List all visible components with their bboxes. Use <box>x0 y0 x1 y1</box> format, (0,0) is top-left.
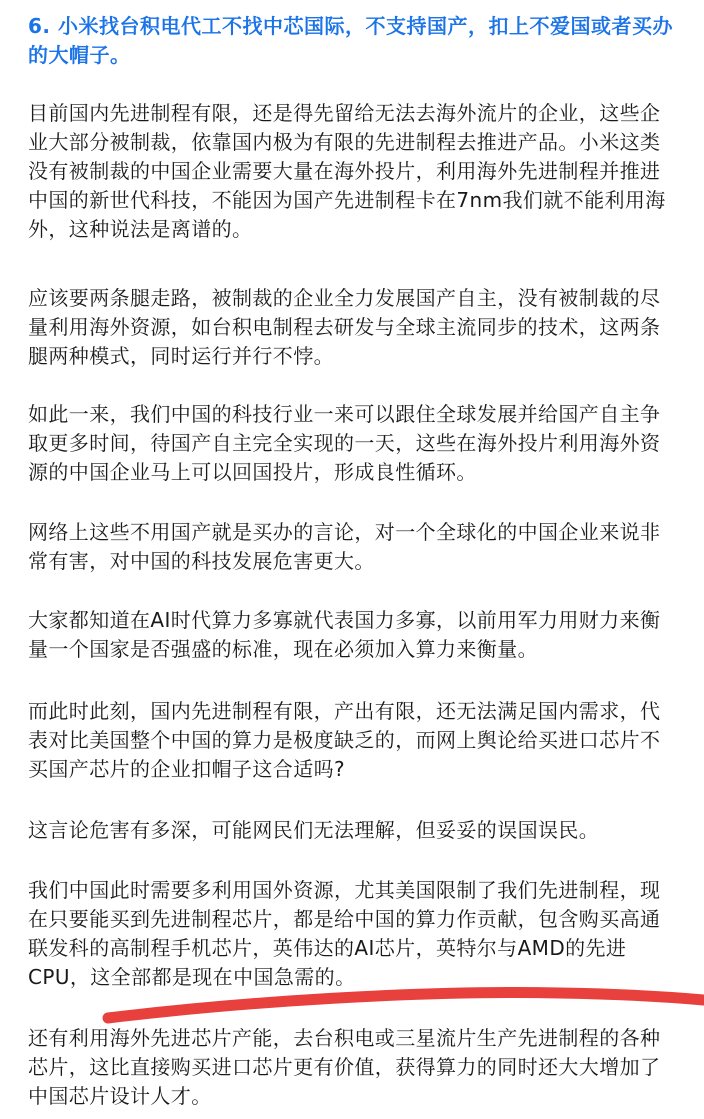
paragraph-3: 如此一来，我们中国的科技行业一来可以跟住全球发展并给国产自主争取更多时间，待国产自主完全实现的一天，这些在海外投片利用海外资源的中国企业马上可以回国投片，形成良性循环。 <box>28 402 661 484</box>
section-heading: 6. 小米找台积电代工不找中芯国际，不支持国产，扣上不爱国或者买办的大帽子。 <box>28 14 673 67</box>
paragraph-9: 还有利用海外先进芯片产能，去台积电或三星流片生产先进制程的各种芯片，这比直接购买进口芯片更有价值，获得算力的同时还大大增加了中国芯片设计人才。 <box>28 1026 661 1108</box>
paragraph-2: 应该要两条腿走路，被制裁的企业全力发展国产自主，没有被制裁的尽量利用海外资源，如台积电制程去研发与全球主流同步的技术，这两条腿两种模式，同时运行并行不悖。 <box>28 286 661 368</box>
paragraph-6: 而此时此刻，国内先进制程有限，产出有限，还无法满足国内需求，代表对比美国整个中国的算力是极度缺乏的，而网上舆论给买进口芯片不买国产芯片的企业扣帽子这合适吗? <box>28 699 661 781</box>
paragraph-8: 我们中国此时需要多利用国外资源，尤其美国限制了我们先进制程，现在只要能买到先进制程芯片，都是给中国的算力作贡献，包含购买高通联发科的高制程手机芯片，英伟达的AI芯片，英特尔与AMD的先进CPU，这全部都是现在中国急需的。 <box>28 878 661 989</box>
article-body <box>28 0 676 1108</box>
paragraph-7: 这言论危害有多深，可能网民们无法理解，但妥妥的误国误民。 <box>28 818 600 842</box>
paragraph-1: 目前国内先进制程有限，还是得先留给无法去海外流片的企业，这些企业大部分被制裁，依靠国内极为有限的先进制程去推进产品。小米这类没有被制裁的中国企业需要大量在海外投片，利用海外先进制程并推进中国的新世代科技，不能因为国产先进制程卡在7nm我们就不能利用海外，这种说法是离谱的。 <box>28 101 666 241</box>
paragraph-4: 网络上这些不用国产就是买办的言论，对一个全球化的中国企业来说非常有害，对中国的科技发展危害更大。 <box>28 520 661 573</box>
paragraph-5: 大家都知道在AI时代算力多寡就代表国力多寡，以前用军力用财力来衡量一个国家是否强盛的标准，现在必须加入算力来衡量。 <box>28 608 661 661</box>
